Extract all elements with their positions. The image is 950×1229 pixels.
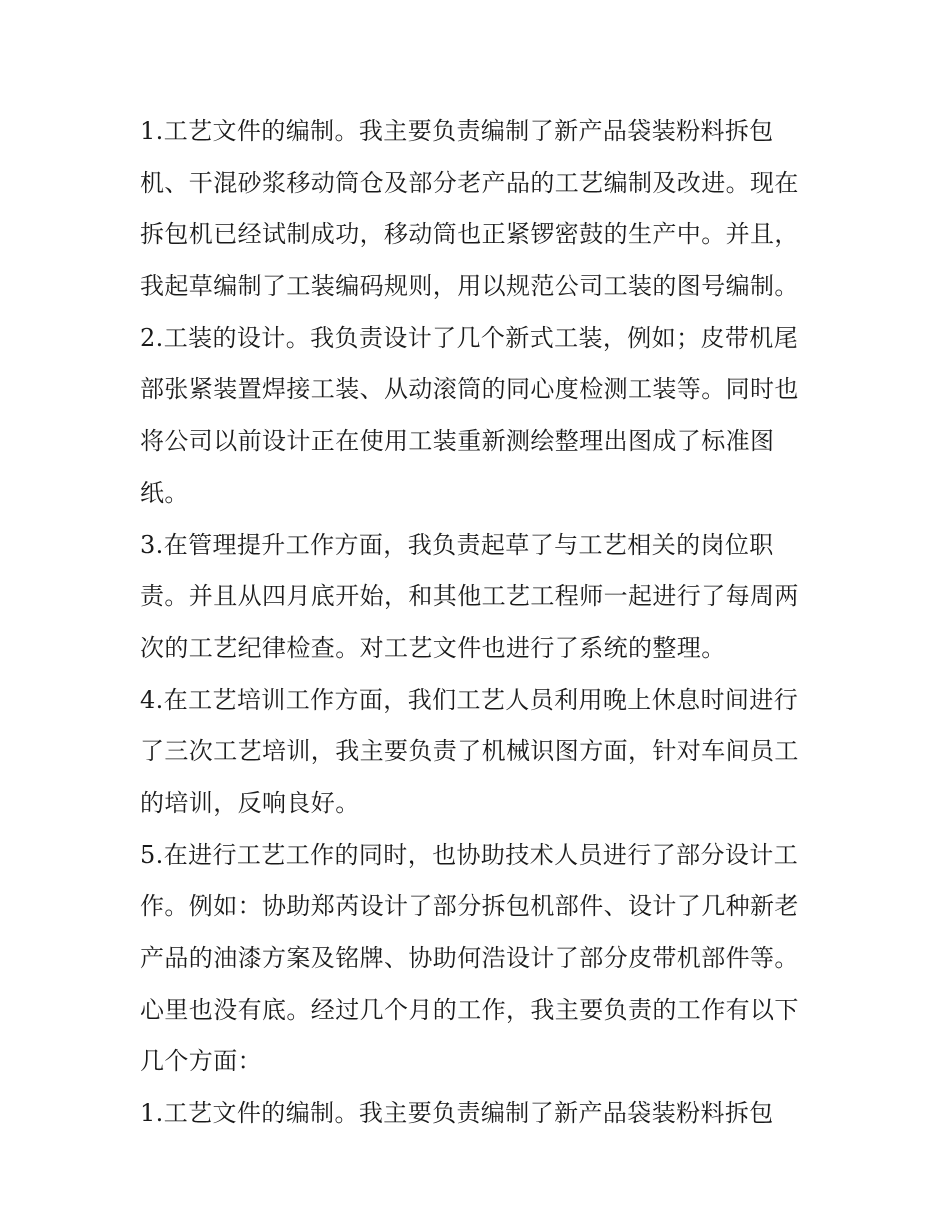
text-line: 将公司以前设计正在使用工装重新测绘整理出图成了标准图: [140, 427, 775, 456]
text-line: 心里也没有底。经过几个月的工作，我主要负责的工作有以下: [140, 995, 799, 1024]
text-line: 产品的油漆方案及铭牌、协助何浩设计了部分皮带机部件等。: [140, 944, 799, 972]
document-body: [140, 106, 820, 1140]
text-line: 部张紧装置焊接工装、从动滚筒的同心度检测工装等。同时也: [140, 375, 799, 404]
text-line: 5.在进行工艺工作的同时，也协助技术人员进行了部分设计工: [140, 840, 799, 869]
text-line: 的培训，反响良好。: [140, 788, 360, 817]
text-line: 几个方面：: [140, 1047, 262, 1076]
text-line: 机、干混砂浆移动筒仓及部分老产品的工艺编制及改进。现在: [140, 168, 799, 197]
text-line: 作。例如：协助郑芮设计了部分拆包机部件、设计了几种新老: [140, 892, 799, 921]
text-line: 我起草编制了工装编码规则，用以规范公司工装的图号编制。: [140, 272, 799, 301]
text-line: 4.在工艺培训工作方面，我们工艺人员利用晚上休息时间进行: [140, 685, 799, 714]
text-line: 2.工装的设计。我负责设计了几个新式工装，例如；皮带机尾: [140, 323, 799, 352]
text-line: 次的工艺纪律检查。对工艺文件也进行了系统的整理。: [140, 633, 726, 662]
text-line: 3.在管理提升工作方面，我负责起草了与工艺相关的岗位职: [140, 530, 774, 559]
text-line: 责。并且从四月底开始，和其他工艺工程师一起进行了每周两: [140, 582, 799, 611]
text-line: 了三次工艺培训，我主要负责了机械识图方面，针对车间员工: [140, 737, 799, 766]
text-line: 拆包机已经试制成功，移动筒也正紧锣密鼓的生产中。并且，: [140, 220, 799, 249]
text-line: 1.工艺文件的编制。我主要负责编制了新产品袋装粉料拆包: [140, 1099, 774, 1128]
text-line: 纸。: [140, 478, 189, 507]
text-line: 1.工艺文件的编制。我主要负责编制了新产品袋装粉料拆包: [140, 117, 774, 145]
